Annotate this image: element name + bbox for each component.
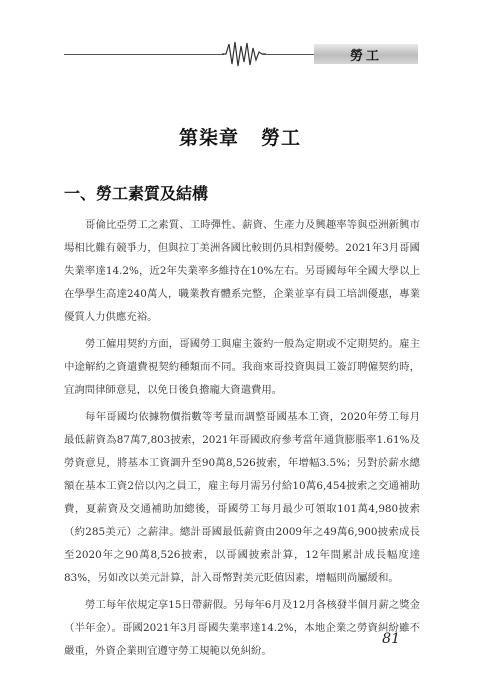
header-rule-right [262,54,314,55]
paragraph-1: 哥倫比亞勞工之素質、工時彈性、薪資、生產力及興趣率等與亞洲新興市場相比難有競爭力，但與拉丁美洲各國比較則仍具相對優勢。2021年3月哥國失業率達14.2%，近2年失業率多維持在10%左右。另哥國每年全國大學以上在學學生高達240萬人，職業教育體系完整，企業並享有員工培訓優惠，專業優質人力供應充裕。 [64,219,420,323]
paragraph-4: 勞工每年依規定享15日帶薪假。另每年6月及12月各核發半個月薪之獎金（半年金）。哥國2021年3月哥國失業率達14.2%，本地企業之勞資糾紛雖不嚴重，外資企業則宜遵守勞工規範以免糾紛。 [64,599,420,657]
body-text [64,214,420,667]
running-header-label: 勞工 [349,48,382,64]
chapter-number: 第柒章 [178,127,239,149]
paragraph-2: 勞工僱用契約方面，哥國勞工與雇主簽約一般為定期或不定期契約。雇主中途解約之資遣費視契約種類而不同。我商來哥投資與員工簽訂聘僱契約時，宜詢問律師意見，以免日後負擔龐大資遣費用。 [64,338,420,396]
page-number: 81 [382,631,400,647]
section-heading: 一、勞工素質及結構 [64,184,209,203]
header-rule-left [64,54,224,55]
chapter-name: 勞工 [261,127,302,149]
heartbeat-wave-icon [222,40,266,68]
running-header-tab [314,44,418,64]
paragraph-3: 每年哥國均依據物價指數等考量而調整哥國基本工資，2020年勞工每月最低薪資為87萬7,803披索，2021年哥國政府參考當年通貨膨脹率1.61%及勞資意見，將基本工資調升至90萬8,526披索，年增幅3.5%；另對於薪水總額在基本工資2倍以內之員工，雇主每月需另付給10萬6,454披索之交通補助費，夏薪資及交通補助加總後，哥國勞工每月最少可領取101萬4,980披索（約285美元）之薪津。總計哥國最低薪資由2009年之49萬6,900披索成長至2020年之90萬8,526披索，以哥國披索計算，12年間累計成長幅度達83%，另如改以美元計算，計入哥幣對美元貶值因素，增幅則尚屬緩和。 [64,411,420,584]
chapter-title [0,123,480,150]
